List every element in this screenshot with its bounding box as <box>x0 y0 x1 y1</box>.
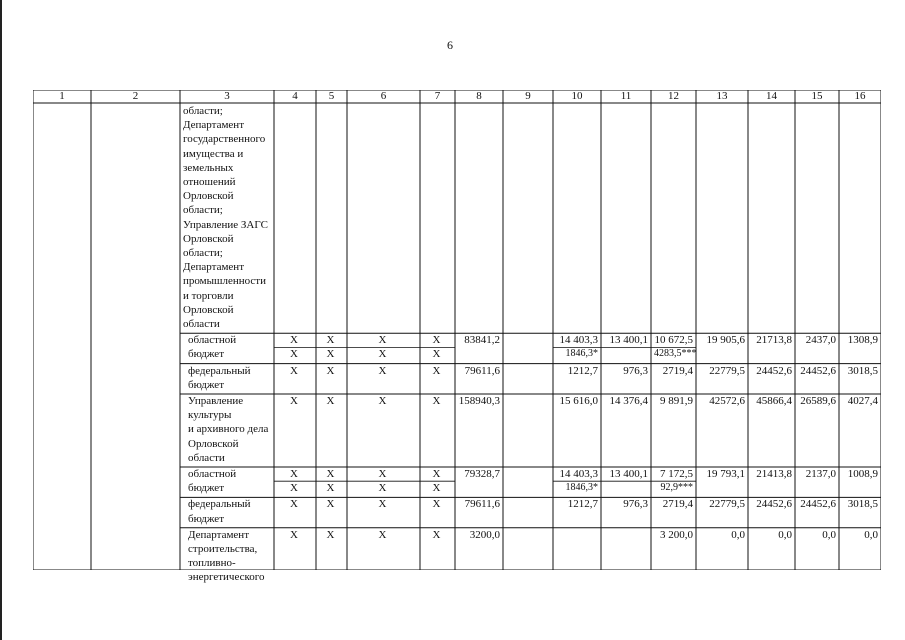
page-number: 6 <box>447 38 453 52</box>
agency-text-line: Департамент <box>183 261 245 274</box>
column-header: 9 <box>525 90 531 102</box>
cell-value: 2437,0 <box>805 334 836 347</box>
column-header: 16 <box>854 90 866 102</box>
cell-value: 79611,6 <box>464 364 500 377</box>
cell-value: 22779,5 <box>709 364 745 377</box>
cell-value: X <box>290 528 298 541</box>
row-label: строительства, <box>188 543 258 555</box>
cell-value: X <box>290 395 298 407</box>
agency-text-line: области; <box>183 105 223 117</box>
cell-value: 15 616,0 <box>559 395 598 407</box>
cell-value: X <box>326 348 335 361</box>
agency-text-line: и торговли <box>183 289 234 302</box>
cell-value: X <box>290 364 298 377</box>
cell-value: X <box>326 468 335 480</box>
cell-value: 1846,3* <box>565 348 598 360</box>
row-label: федеральный <box>188 364 251 377</box>
agency-text-line: государственного <box>183 133 266 146</box>
column-header: 2 <box>132 90 139 102</box>
cell-value: 0,0 <box>778 528 792 541</box>
cell-value: 4283,5*** <box>654 348 697 360</box>
cell-value: 26589,6 <box>800 395 836 407</box>
cell-value: 79611,6 <box>464 498 500 511</box>
column-header: 8 <box>476 90 482 102</box>
cell-value: 14 403,3 <box>559 468 598 480</box>
agency-text-line: Департамент <box>183 119 245 132</box>
row-label: культуры <box>188 409 232 422</box>
agency-text-line: земельных <box>183 161 234 174</box>
agency-text-line: Орловской <box>183 190 234 203</box>
cell-value: 24452,6 <box>800 364 836 377</box>
cell-value: X <box>290 482 298 495</box>
cell-value: 92,9*** <box>660 482 693 494</box>
agency-text-line: Орловской <box>183 232 234 245</box>
cell-value: X <box>378 528 387 541</box>
row-label: бюджет <box>188 378 224 391</box>
cell-value: X <box>432 482 441 495</box>
page-edge-line <box>0 0 2 640</box>
cell-value: 2137,0 <box>805 468 836 480</box>
cell-value: X <box>432 498 441 511</box>
cell-value: 21713,8 <box>756 334 792 347</box>
cell-value: 24452,6 <box>756 498 792 511</box>
cell-value: 19 905,6 <box>706 334 745 347</box>
column-header: 14 <box>766 90 777 102</box>
cell-value: 2719,4 <box>662 364 693 377</box>
column-header: 6 <box>380 90 387 102</box>
cell-value: X <box>326 528 335 541</box>
column-header: 5 <box>328 90 335 102</box>
cell-value: X <box>326 364 335 377</box>
row-label: областной <box>188 334 237 347</box>
row-label: федеральный <box>188 498 251 511</box>
cell-value: X <box>432 348 441 361</box>
cell-value: X <box>432 528 441 541</box>
cell-value: 0,0 <box>864 528 878 541</box>
cell-value: 13 400,1 <box>609 334 648 347</box>
column-header: 3 <box>224 90 230 102</box>
column-header: 4 <box>292 90 298 102</box>
cell-value: X <box>290 468 298 480</box>
cell-value: 9 891,9 <box>660 395 693 407</box>
agency-text-line: области; <box>183 204 223 217</box>
agency-text-line: Управление ЗАГС <box>183 218 268 231</box>
cell-value: 158940,3 <box>458 395 500 407</box>
cell-value: 1212,7 <box>567 498 598 511</box>
agency-text-line: промышленности <box>183 275 266 288</box>
cell-value: X <box>432 468 441 480</box>
column-header: 7 <box>434 90 441 102</box>
cell-value: 2719,4 <box>662 498 693 511</box>
column-header: 15 <box>811 90 823 102</box>
column-header: 13 <box>716 90 728 102</box>
row-label: энергетического <box>188 571 265 584</box>
cell-value: X <box>432 395 441 407</box>
budget-table <box>33 90 881 584</box>
cell-value: X <box>378 482 387 495</box>
cell-value: 1008,9 <box>847 468 878 480</box>
cell-value: 3 200,0 <box>660 528 693 541</box>
cell-value: X <box>378 498 387 511</box>
cell-value: 14 376,4 <box>609 395 648 407</box>
cell-value: 14 403,3 <box>559 334 598 347</box>
row-label: бюджет <box>188 482 224 495</box>
cell-value: 19 793,1 <box>706 468 745 480</box>
cell-value: X <box>326 498 335 511</box>
row-label: бюджет <box>188 348 224 361</box>
cell-value: 3200,0 <box>469 528 500 541</box>
cell-value: 22779,5 <box>709 498 745 511</box>
cell-value: X <box>290 498 298 511</box>
cell-value: 976,3 <box>623 498 648 511</box>
cell-value: 83841,2 <box>464 334 500 347</box>
agency-text-line: области <box>183 318 220 330</box>
cell-value: 24452,6 <box>800 498 836 511</box>
cell-value: 1308,9 <box>847 334 878 347</box>
cell-value: X <box>378 334 387 347</box>
row-label: области <box>188 451 225 464</box>
cell-value: X <box>290 348 298 361</box>
cell-value: 1212,7 <box>567 364 598 377</box>
agency-text-line: имущества и <box>183 147 244 160</box>
row-label: и архивного дела <box>188 423 269 436</box>
agency-text-line: Орловской <box>183 303 234 316</box>
cell-value: X <box>378 468 387 480</box>
cell-value: 21413,8 <box>756 468 792 480</box>
row-label: Управление <box>188 395 244 407</box>
cell-value: 10 672,5 <box>654 334 693 347</box>
cell-value: 0,0 <box>822 528 836 541</box>
cell-value: X <box>378 364 387 377</box>
cell-value: 1846,3* <box>565 482 598 494</box>
cell-value: 3018,5 <box>847 364 878 377</box>
cell-value: 0,0 <box>731 528 745 541</box>
cell-value: 79328,7 <box>464 468 500 480</box>
cell-value: 45866,4 <box>756 395 792 407</box>
agency-text-line: области; <box>183 247 223 259</box>
row-label: областной <box>188 468 237 480</box>
agency-text-line: отношений <box>183 176 236 188</box>
cell-value: 3018,5 <box>847 498 878 511</box>
column-header: 1 <box>59 90 65 102</box>
cell-value: X <box>378 348 387 361</box>
cell-value: X <box>290 334 298 347</box>
cell-value: 24452,6 <box>756 364 792 377</box>
cell-value: X <box>432 364 441 377</box>
cell-value: 976,3 <box>623 364 648 377</box>
cell-value: X <box>378 395 387 407</box>
cell-value: 7 172,5 <box>660 468 693 480</box>
cell-value: X <box>326 334 335 347</box>
column-header: 11 <box>620 90 632 102</box>
row-label: топливно- <box>188 557 236 570</box>
cell-value: X <box>326 395 335 407</box>
column-header: 12 <box>668 90 679 102</box>
row-label: Департамент <box>188 528 250 541</box>
cell-value: X <box>326 482 335 495</box>
cell-value: 13 400,1 <box>609 468 648 480</box>
cell-value: 4027,4 <box>847 395 878 407</box>
column-header: 10 <box>571 90 583 102</box>
row-label: бюджет <box>188 512 224 525</box>
cell-value: X <box>432 334 441 347</box>
row-label: Орловской <box>188 437 239 450</box>
cell-value: 42572,6 <box>709 395 745 407</box>
